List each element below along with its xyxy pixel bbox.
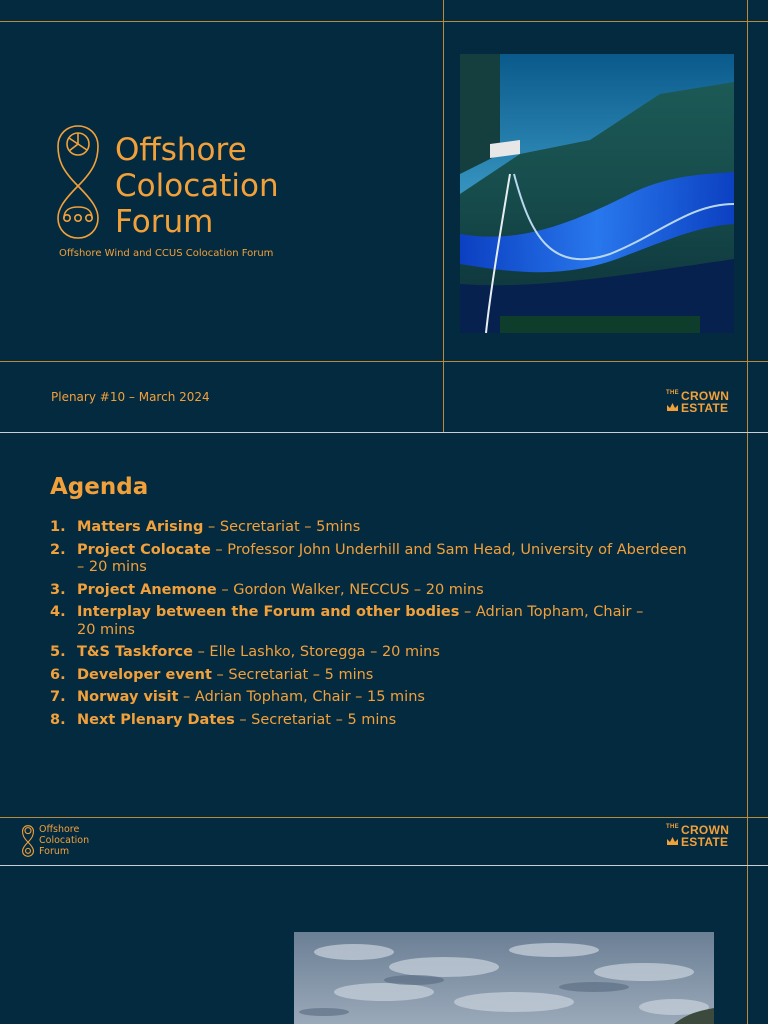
logo-line: Offshore	[39, 824, 80, 835]
crown-estate-label: ESTATE	[681, 835, 729, 849]
agenda-slide	[0, 433, 768, 865]
agenda-item-number: 6.	[50, 666, 66, 683]
grid-line	[0, 361, 768, 362]
agenda-item	[50, 519, 690, 537]
crown-icon	[666, 402, 679, 413]
crown-estate-logo	[666, 824, 736, 850]
logo-line: Offshore	[115, 132, 247, 168]
agenda-item-topic: Matters Arising	[77, 519, 204, 535]
grid-line	[0, 817, 768, 818]
crown-the-label: THE	[666, 824, 679, 830]
agenda-item-text	[77, 604, 647, 639]
agenda-item-text	[77, 519, 360, 537]
agenda-item-detail: – Elle Lashko, Storegga – 20 mins	[192, 644, 440, 660]
agenda-item-topic: Project Anemone	[77, 581, 217, 598]
agenda-item	[50, 667, 690, 685]
agenda-title: Agenda	[50, 474, 149, 500]
sky-image	[294, 932, 714, 1024]
logo-line: Colocation	[115, 168, 279, 204]
agenda-item-detail: – Professor John Underhill and Sam Head, University of Aberdeen – 20 mins	[77, 541, 687, 575]
agenda-item-detail: – Adrian Topham, Chair – 15 mins	[178, 689, 425, 705]
crown-the-label: THE	[666, 390, 679, 396]
footer-forum-logo	[22, 824, 122, 860]
agenda-item	[50, 542, 690, 577]
agenda-item-topic: Project Colocate	[77, 541, 211, 558]
forum-logo	[56, 124, 436, 274]
agenda-item-topic: T&S Taskforce	[77, 644, 193, 660]
logo-tagline: Offshore Wind and CCUS Colocation Forum	[59, 248, 274, 259]
agenda-item	[50, 644, 690, 662]
footer-logo-wordmark	[39, 824, 89, 857]
logo-line: Forum	[39, 846, 70, 857]
next-slide	[0, 866, 768, 1024]
agenda-item-number: 5.	[50, 644, 66, 660]
agenda-item-text	[77, 667, 373, 685]
agenda-item-detail: – Secretariat – 5 mins	[234, 711, 397, 728]
subsea-cable-illustration-icon	[460, 54, 734, 333]
agenda-item-number: 8.	[50, 711, 66, 728]
agenda-item-number: 3.	[50, 581, 66, 598]
agenda-item-number: 2.	[50, 541, 66, 558]
agenda-item-text	[77, 542, 690, 577]
agenda-item-number: 4.	[50, 604, 66, 620]
agenda-item-topic: Interplay between the Forum and other bodies	[77, 604, 460, 620]
agenda-item	[50, 712, 690, 730]
grid-line	[747, 433, 748, 865]
cover-slide	[0, 0, 768, 432]
agenda-item-detail: – Secretariat – 5 mins	[211, 666, 374, 683]
agenda-list	[50, 519, 690, 734]
cloudy-sky-photo-icon	[294, 932, 714, 1024]
crown-estate-logo	[666, 390, 736, 416]
agenda-item-text	[77, 582, 484, 600]
agenda-item-text	[77, 689, 425, 707]
agenda-item	[50, 689, 690, 707]
agenda-item	[50, 604, 690, 639]
crown-word-label: CROWN	[681, 823, 730, 837]
agenda-item-number: 7.	[50, 689, 66, 705]
crown-icon	[666, 836, 679, 847]
grid-line	[0, 21, 768, 22]
forum-logo-icon	[56, 124, 100, 240]
agenda-item-text	[77, 644, 440, 662]
crown-word-label: CROWN	[681, 389, 730, 403]
agenda-item-detail: – Gordon Walker, NECCUS – 20 mins	[216, 581, 484, 598]
grid-line	[747, 866, 748, 1024]
logo-line: Forum	[115, 204, 214, 240]
agenda-item-detail: – Secretariat – 5mins	[203, 519, 361, 535]
grid-line	[747, 0, 748, 432]
agenda-item-text	[77, 712, 396, 730]
cover-image	[460, 54, 734, 333]
agenda-item-detail: – Adrian Topham, Chair – 20 mins	[77, 604, 644, 638]
agenda-item-topic: Norway visit	[77, 689, 179, 705]
agenda-item-topic: Developer event	[77, 666, 212, 683]
agenda-item	[50, 582, 690, 600]
agenda-item-number: 1.	[50, 519, 66, 535]
agenda-item-topic: Next Plenary Dates	[77, 711, 235, 728]
grid-line	[443, 0, 444, 432]
forum-logo-icon	[22, 824, 34, 858]
meeting-label: Plenary #10 – March 2024	[51, 390, 210, 404]
crown-estate-label: ESTATE	[681, 401, 729, 415]
logo-line: Colocation	[39, 835, 90, 846]
logo-wordmark	[115, 132, 279, 240]
